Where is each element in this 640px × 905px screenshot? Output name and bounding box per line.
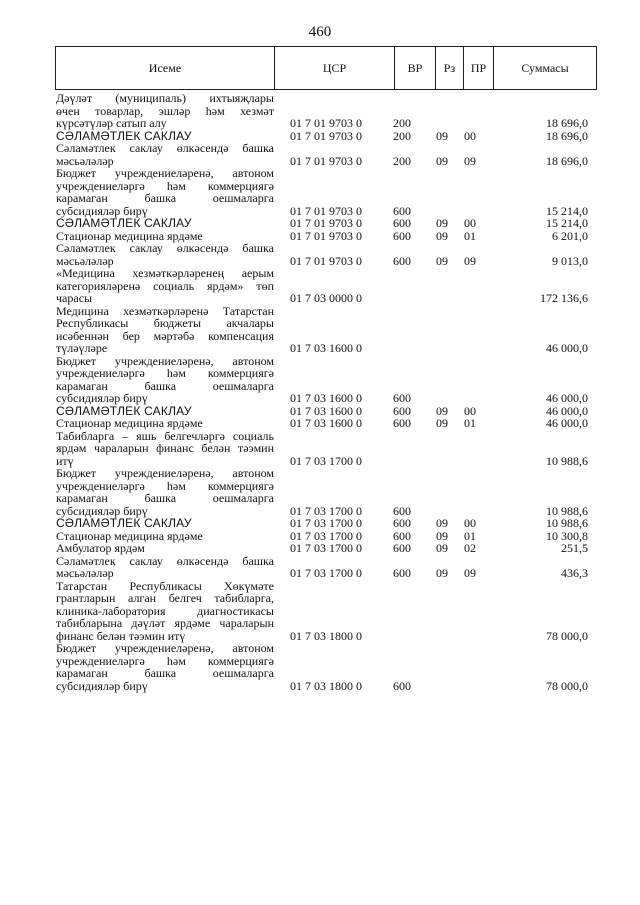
header-vr: ВР [395,47,436,89]
row-vr: 600 [393,541,411,555]
row-name-line: СӘЛАМӘТЛЕК САКЛАУ [56,216,192,230]
row-vr: 200 [393,128,411,143]
row-name-line: карамаган башка оешмаларга [56,666,274,680]
row-vr: 600 [393,503,411,518]
row-name-line: түләүләре [56,341,108,355]
table-row [56,517,596,530]
row-name-line: клиника-лаборатория диагностикасы [56,603,274,618]
row-sum: 15 214,0 [546,216,588,230]
row-sum: 78 000,0 [546,628,588,643]
row-name-line: чарасы [56,291,93,305]
table-row [56,580,596,643]
row-csr: 01 7 03 1700 0 [290,528,362,543]
header-pr: ПР [464,47,494,89]
row-csr: 01 7 03 1600 0 [290,391,362,405]
row-pr: 09 [464,566,476,580]
row-csr: 01 7 03 1700 0 [290,516,362,530]
table-row [56,167,596,217]
table-row [56,242,596,267]
row-csr: 01 7 03 1700 0 [290,453,362,468]
row-csr: 01 7 03 1600 0 [290,403,362,418]
row-sum: 46 000,0 [546,416,588,430]
row-pr: 00 [464,128,476,143]
row-csr: 01 7 01 9703 0 [290,203,362,218]
row-name-line: субсидияләр бирү [56,391,148,405]
row-name-line: СӘЛАМӘТЛЕК САКЛАУ [56,403,192,418]
row-name-line: Татарстан Республикасы Хөкүмәте [56,578,274,593]
row-name-line: исәбеннән бер мәртәбә компенсация [56,328,274,343]
row-vr: 600 [393,528,411,543]
row-csr: 01 7 01 9703 0 [290,228,362,243]
row-csr: 01 7 01 9703 0 [290,216,362,230]
row-name-line: учреждениеләргә һәм коммерциягә [56,653,274,668]
row-pr: 01 [464,416,476,430]
row-name-line: мәсьәләләр [56,253,114,268]
row-vr: 600 [393,203,411,218]
row-pr: 02 [464,541,476,555]
table-row [56,542,596,555]
row-vr: 600 [393,216,411,230]
header-rz: Рз [436,47,464,89]
table-row [56,217,596,230]
row-name-line: субсидияләр бирү [56,678,148,693]
row-name-line: Стационар медицина ярдәме [56,416,203,430]
row-name-line: Сәламәтлек саклау өлкәсендә башка [56,141,274,155]
row-pr: 01 [464,228,476,243]
row-csr: 01 7 03 1700 0 [290,541,362,555]
row-vr: 600 [393,403,411,418]
row-name [56,142,274,167]
header-name: Исеме [56,47,275,89]
row-name [56,555,274,580]
row-rz: 09 [436,403,448,418]
row-pr: 09 [464,153,476,168]
row-name-line: субсидияләр бирү [56,503,148,518]
row-rz: 09 [436,528,448,543]
row-rz: 09 [436,416,448,430]
row-name-line: Сәламәтлек саклау өлкәсендә башка [56,241,274,255]
row-csr: 01 7 03 1600 0 [290,416,362,430]
row-sum: 18 696,0 [546,128,588,143]
row-rz: 09 [436,228,448,243]
row-name [56,542,274,555]
row-csr: 01 7 01 9703 0 [290,128,362,143]
row-name-line: Республикасы бюджеты акчалары [56,316,274,330]
row-pr: 01 [464,528,476,543]
row-name-line: Бюджет учреждениеләренә, автоном [56,166,274,180]
row-name-line: субсидияләр бирү [56,203,148,218]
table-body [56,92,596,692]
row-vr: 600 [393,228,411,243]
row-rz: 09 [436,566,448,580]
row-name-line: карамаган башка оешмаларга [56,191,274,205]
row-sum: 18 696,0 [546,153,588,168]
row-name-line: «Медицина хезмәткәрләренең аерым [56,266,274,280]
row-rz: 09 [436,153,448,168]
row-sum: 15 214,0 [546,203,588,218]
row-name-line: категорияләренә социаль ярдәм» төп [56,278,274,293]
row-name-line: Бюджет учреждениеләренә, автоном [56,353,274,368]
table-row [56,92,596,130]
row-csr: 01 7 01 9703 0 [290,153,362,168]
row-name-line: Сәламәтлек саклау өлкәсендә башка [56,553,274,568]
row-sum: 9 013,0 [552,253,588,268]
row-vr: 600 [393,566,411,580]
row-name-line: Бюджет учреждениеләренә, автоном [56,466,274,480]
row-sum: 46 000,0 [546,403,588,418]
row-csr: 01 7 03 1800 0 [290,628,362,643]
table-row [56,142,596,167]
row-csr: 01 7 01 9703 0 [290,116,362,130]
row-name-line: карамаган башка оешмаларга [56,378,274,393]
row-name [56,467,274,517]
row-sum: 10 300,8 [546,528,588,543]
table-row [56,267,596,305]
table-row [56,355,596,405]
row-name [56,242,274,267]
row-rz: 09 [436,253,448,268]
row-name [56,517,274,530]
row-name-line: Бюджет учреждениеләренә, автоном [56,641,274,655]
row-pr: 00 [464,516,476,530]
table-row [56,305,596,355]
row-sum: 10 988,6 [546,516,588,530]
row-rz: 09 [436,216,448,230]
row-sum: 436,3 [561,566,588,580]
row-vr: 600 [393,253,411,268]
row-name-line: учреждениеләргә һәм коммерциягә [56,366,274,380]
row-rz: 09 [436,516,448,530]
row-name-line: учреждениеләргә һәм коммерциягә [56,178,274,193]
row-name-line: карамаган башка оешмаларга [56,491,274,505]
row-sum: 46 000,0 [546,391,588,405]
row-csr: 01 7 01 9703 0 [290,253,362,268]
row-csr: 01 7 03 1700 0 [290,503,362,518]
row-name-line: Амбулатор ярдәм [56,541,145,555]
header-csr: ЦСР [275,47,395,89]
row-name [56,305,274,355]
row-rz: 09 [436,128,448,143]
row-name-line: Стационар медицина ярдәме [56,528,203,543]
row-name-line: Табибларга – яшь белгечләргә социаль [56,428,274,443]
row-pr: 00 [464,216,476,230]
table-row [56,430,596,468]
row-vr: 600 [393,416,411,430]
row-name-line: табибларына дәүләт ярдәме чараларын [56,616,274,630]
table-header [55,46,597,90]
row-rz: 09 [436,541,448,555]
table-row [56,642,596,692]
row-name-line: мәсьәләләр [56,566,114,580]
row-name [56,167,274,217]
table-row [56,417,596,430]
row-name-line: ярдәм чараларын финанс белән тәэмин [56,441,274,455]
row-sum: 78 000,0 [546,678,588,693]
row-sum: 10 988,6 [546,453,588,468]
row-name [56,267,274,305]
row-pr: 09 [464,253,476,268]
row-sum: 6 201,0 [552,228,588,243]
row-sum: 172 136,6 [540,291,588,305]
row-name-line: учреждениеләргә һәм коммерциягә [56,478,274,493]
row-name-line: СӘЛАМӘТЛЕК САКЛАУ [56,516,192,530]
row-sum: 18 696,0 [546,116,588,130]
row-name-line: мәсьәләләр [56,153,114,168]
row-name [56,417,274,430]
row-name [56,355,274,405]
header-sum: Суммасы [521,61,569,75]
row-name-line: Дәүләт (муниципаль) ихтыяҗлары [56,91,274,105]
row-name-line: СӘЛАМӘТЛЕК САКЛАУ [56,128,192,143]
row-name-line: өчен товарлар, эшләр һәм хезмәт [56,103,274,118]
row-name [56,217,274,230]
row-name-line: Медицина хезмәткәрләренә Татарстан [56,303,274,318]
row-name-line: күрсәтүләр сатып алу [56,116,167,130]
row-vr: 600 [393,516,411,530]
row-name [56,430,274,468]
row-vr: 200 [393,153,411,168]
row-vr: 600 [393,678,411,693]
page-number: 460 [308,24,332,40]
row-pr: 00 [464,403,476,418]
table-row [56,555,596,580]
row-sum: 10 988,6 [546,503,588,518]
row-csr: 01 7 03 1600 0 [290,341,362,355]
row-csr: 01 7 03 1800 0 [290,678,362,693]
row-name [56,642,274,692]
row-csr: 01 7 03 1700 0 [290,566,362,580]
row-sum: 251,5 [561,541,588,555]
row-sum: 46 000,0 [546,341,588,355]
table-row [56,467,596,517]
row-vr: 600 [393,391,411,405]
row-name-line: Стационар медицина ярдәме [56,228,203,243]
row-csr: 01 7 03 0000 0 [290,291,362,305]
row-name-line: финанс белән тәэмин итү [56,628,186,643]
row-name [56,580,274,643]
row-name [56,92,274,130]
row-name-line: грантларын алган белгеч табибларга, [56,591,274,605]
row-vr: 200 [393,116,411,130]
row-name-line: итү [56,453,74,468]
